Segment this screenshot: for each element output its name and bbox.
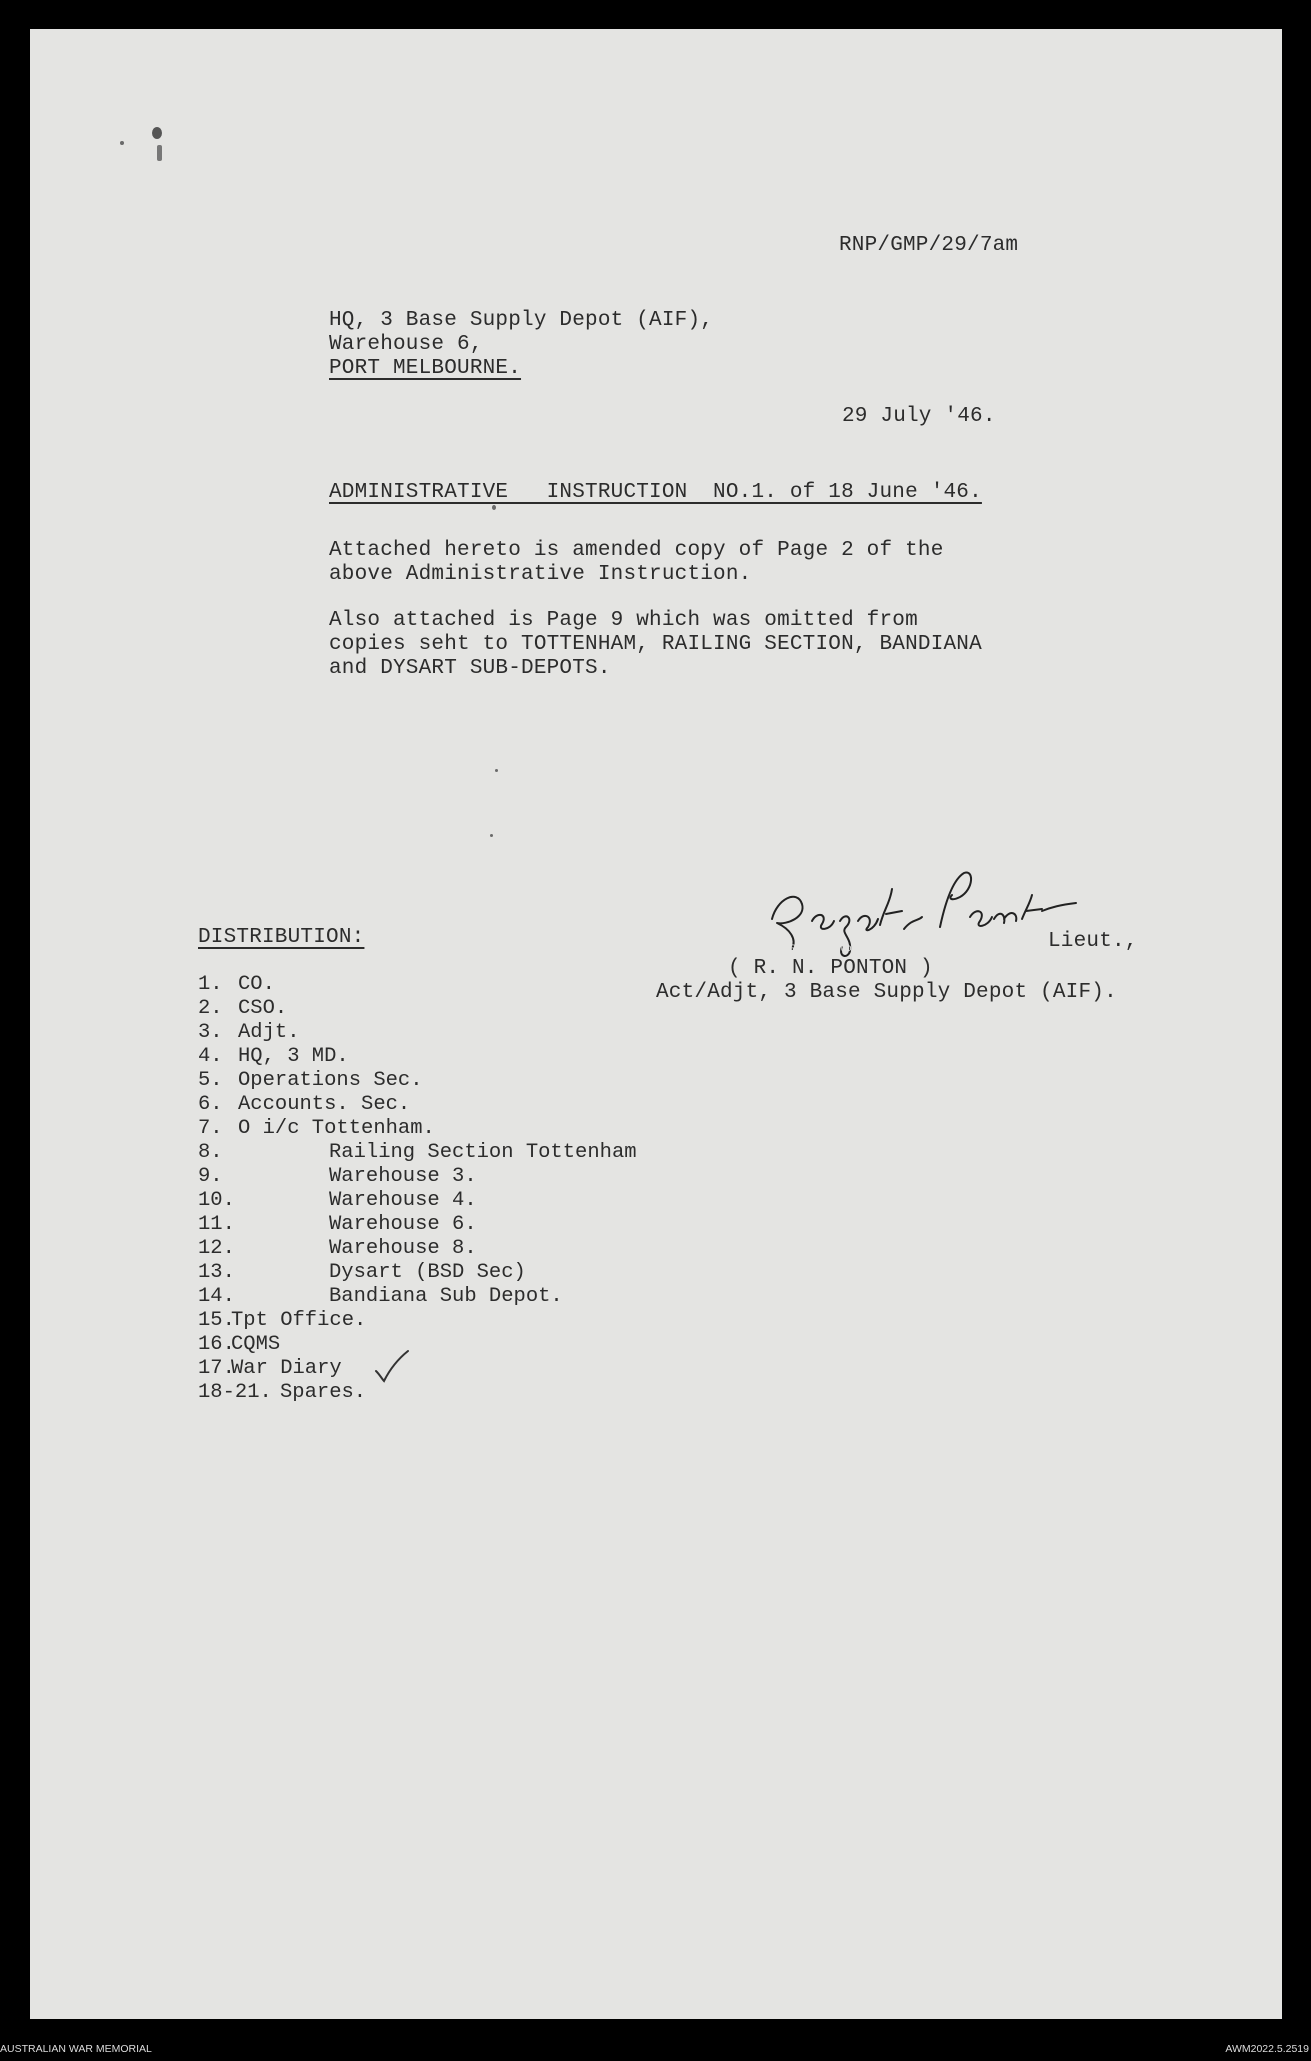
distribution-recipient: War Diary xyxy=(231,1357,342,1380)
body-paragraph-line: Also attached is Page 9 which was omitted from xyxy=(329,609,918,632)
distribution-item xyxy=(198,1189,477,1212)
distribution-recipient: Warehouse 4. xyxy=(329,1189,477,1212)
distribution-recipient: CO. xyxy=(238,973,275,996)
paper-mark xyxy=(492,505,496,510)
distribution-recipient: Tpt Office. xyxy=(231,1309,367,1332)
body-paragraph-line: above Administrative Instruction. xyxy=(329,563,752,586)
distribution-item xyxy=(198,1021,300,1044)
distribution-number: 12. xyxy=(198,1237,235,1260)
distribution-recipient: O i/c Tottenham. xyxy=(238,1117,435,1140)
signature-rank: Lieut., xyxy=(1048,930,1138,953)
footer-right: AWM2022.5.2519 xyxy=(1225,2043,1309,2055)
distribution-recipient: Adjt. xyxy=(238,1021,300,1044)
distribution-recipient: Dysart (BSD Sec) xyxy=(329,1261,526,1284)
distribution-item xyxy=(198,1309,367,1332)
address-line: PORT MELBOURNE. xyxy=(329,357,522,380)
distribution-number: 2. xyxy=(198,997,223,1020)
distribution-number: 17. xyxy=(198,1357,235,1380)
distribution-recipient: CSO. xyxy=(238,997,288,1020)
paper-mark xyxy=(495,769,498,772)
address-line: Warehouse 6, xyxy=(329,333,483,356)
distribution-number: 16. xyxy=(198,1333,235,1356)
distribution-number: 13. xyxy=(198,1261,235,1284)
distribution-number: 5. xyxy=(198,1069,223,1092)
distribution-number: 8. xyxy=(198,1141,223,1164)
distribution-number: 15. xyxy=(198,1309,235,1332)
signature-handwritten-name: R.N. Ponton xyxy=(790,944,859,955)
distribution-item xyxy=(198,1045,349,1068)
distribution-item xyxy=(198,1117,435,1140)
paper-mark xyxy=(120,141,124,145)
distribution-recipient: Accounts. Sec. xyxy=(238,1093,411,1116)
distribution-recipient: Warehouse 6. xyxy=(329,1213,477,1236)
distribution-item xyxy=(198,1261,526,1284)
distribution-item xyxy=(198,997,288,1020)
distribution-number: 9. xyxy=(198,1165,223,1188)
paper-mark xyxy=(490,834,493,837)
distribution-item xyxy=(198,1237,477,1260)
distribution-item xyxy=(198,1357,342,1380)
distribution-number: 3. xyxy=(198,1021,223,1044)
distribution-number: 4. xyxy=(198,1045,223,1068)
distribution-number: 1. xyxy=(198,973,223,996)
distribution-item xyxy=(198,1285,563,1308)
body-paragraph-line: Attached hereto is amended copy of Page 2 of the xyxy=(329,539,944,562)
distribution-item xyxy=(198,973,275,996)
distribution-item xyxy=(198,1213,477,1236)
distribution-heading: DISTRIBUTION: xyxy=(198,926,365,949)
document-page xyxy=(30,29,1282,2019)
body-paragraph-line: and DYSART SUB-DEPOTS. xyxy=(329,657,611,680)
distribution-recipient: Bandiana Sub Depot. xyxy=(329,1285,563,1308)
signature-name: ( R. N. PONTON ) xyxy=(728,957,933,980)
distribution-item xyxy=(198,1069,423,1092)
distribution-item xyxy=(198,1141,637,1164)
distribution-number: 11. xyxy=(198,1213,235,1236)
distribution-recipient: Railing Section Tottenham xyxy=(329,1141,637,1164)
body-paragraph-line: copies seht to TOTTENHAM, RAILING SECTION, BANDIANA xyxy=(329,633,982,656)
distribution-number: 18-21. xyxy=(198,1381,272,1404)
distribution-recipient: Warehouse 8. xyxy=(329,1237,477,1260)
paper-mark xyxy=(152,127,162,139)
distribution-recipient: HQ, 3 MD. xyxy=(238,1045,349,1068)
distribution-recipient: Operations Sec. xyxy=(238,1069,423,1092)
distribution-number: 7. xyxy=(198,1117,223,1140)
footer-left: AUSTRALIAN WAR MEMORIAL xyxy=(0,2043,152,2055)
document-date: 29 July '46. xyxy=(842,405,996,428)
signature-title: Act/Adjt, 3 Base Supply Depot (AIF). xyxy=(656,981,1117,1004)
distribution-number: 14. xyxy=(198,1285,235,1308)
distribution-item xyxy=(198,1381,367,1404)
address-line: HQ, 3 Base Supply Depot (AIF), xyxy=(329,309,714,332)
distribution-item xyxy=(198,1333,281,1356)
distribution-number: 6. xyxy=(198,1093,223,1116)
document-subject: ADMINISTRATIVE INSTRUCTION NO.1. of 18 June '46. xyxy=(329,481,982,504)
distribution-recipient: Warehouse 3. xyxy=(329,1165,477,1188)
paper-mark xyxy=(157,145,162,161)
distribution-recipient: CQMS xyxy=(231,1333,281,1356)
distribution-item xyxy=(198,1093,411,1116)
distribution-number: 10. xyxy=(198,1189,235,1212)
distribution-recipient: Spares. xyxy=(280,1381,367,1404)
document-reference: RNP/GMP/29/7am xyxy=(839,234,1019,257)
checkmark-icon xyxy=(372,1349,412,1385)
distribution-item xyxy=(198,1165,477,1188)
